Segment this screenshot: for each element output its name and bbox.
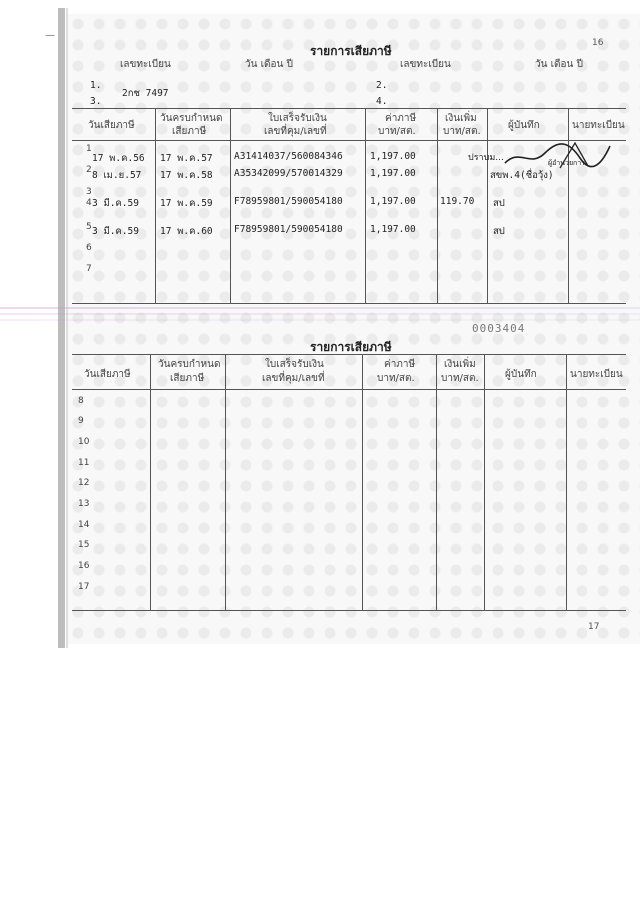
entry-4-label: 4.: [376, 96, 388, 107]
t1-row-tax-date: 3 มี.ค.59: [92, 226, 139, 237]
t1-row-recorder: สป: [493, 226, 505, 237]
t1-row-number: 5: [86, 222, 92, 232]
t1-header-registrar: นายทะเบียน: [572, 120, 625, 131]
t1-row-receipt: F78959801/590054180: [234, 196, 343, 207]
section1-title: รายการเสียภาษี: [310, 44, 392, 58]
table2-col-line: [566, 354, 567, 610]
table1-col-line: [365, 108, 366, 303]
t1-row-receipt: A35342099/570014329: [234, 168, 343, 179]
entry-1-label: 1.: [90, 80, 102, 91]
t2-row-number: 8: [78, 396, 84, 406]
t1-header-tax-date: วันเสียภาษี: [88, 120, 135, 131]
t2-row-number: 13: [78, 499, 90, 509]
t2-header-tax-line2: บาท/สต.: [377, 373, 415, 384]
table2-header-border: [72, 389, 626, 390]
entry-1-plate: 2กช 7497: [122, 88, 169, 99]
t2-header-registrar: นายทะเบียน: [570, 369, 623, 380]
t1-header-extra-line2: บาท/สต.: [443, 126, 481, 137]
table2-bottom-border: [72, 610, 626, 611]
table2-col-line: [150, 354, 151, 610]
table1-col-line: [487, 108, 488, 303]
t1-header-extra-line1: เงินเพิ่ม: [445, 113, 477, 124]
reg-header-left: เลขทะเบียน: [120, 59, 171, 70]
t2-header-due-line2: เสียภาษี: [170, 373, 205, 384]
t1-row-tax: 1,197.00: [370, 151, 416, 162]
t2-row-number: 11: [78, 458, 90, 468]
table1-bottom-border: [72, 303, 626, 304]
page-number-bottom: 17: [588, 622, 600, 632]
t1-row-receipt: F78959801/590054180: [234, 224, 343, 235]
t1-row-recorder: สป: [493, 198, 505, 209]
t1-row-tax-date: 8 เม.ย.57: [92, 170, 142, 181]
section2-title: รายการเสียภาษี: [310, 340, 392, 354]
t2-row-number: 9: [78, 416, 84, 426]
t2-header-receipt-line1: ใบเสร็จรับเงิน: [265, 359, 324, 370]
scan-smudge: [0, 307, 640, 309]
margin-mark: —: [45, 30, 55, 41]
signature-icon: [500, 138, 620, 178]
t2-header-tax-date: วันเสียภาษี: [84, 369, 131, 380]
t2-header-recorder: ผู้บันทึก: [505, 369, 537, 380]
scan-smudge: [0, 313, 640, 315]
t1-row-number: 7: [86, 264, 92, 274]
t1-header-recorder: ผู้บันทึก: [508, 120, 540, 131]
t1-row-extra: 119.70: [440, 196, 475, 207]
page-binding-edge: [58, 8, 65, 648]
t1-row-tax: 1,197.00: [370, 224, 416, 235]
t2-row-number: 10: [78, 437, 90, 447]
table1-col-line: [230, 108, 231, 303]
t1-row-receipt: A31414037/560084346: [234, 151, 343, 162]
t2-row-number: 16: [78, 561, 90, 571]
t1-header-tax-line1: ค่าภาษี: [385, 113, 417, 124]
serial-fragment: 0003404: [472, 322, 526, 335]
table2-col-line: [225, 354, 226, 610]
t1-row-tax: 1,197.00: [370, 168, 416, 179]
t2-header-receipt-line2: เลขที่คุม/เลขที่: [262, 373, 325, 384]
t1-row-number: 6: [86, 243, 92, 253]
stamp-subtext: ผู้อำนวยการ: [548, 159, 585, 167]
stamp-text: ปราบม...: [468, 153, 504, 163]
t2-row-number: 14: [78, 520, 90, 530]
reg-header-right: เลขทะเบียน: [400, 59, 451, 70]
t2-row-number: 17: [78, 582, 90, 592]
t1-header-tax-line2: บาท/สต.: [378, 126, 416, 137]
table1-col-line: [155, 108, 156, 303]
t1-header-receipt-line2: เลขที่คุม/เลขที่: [264, 126, 327, 137]
t1-row-tax: 1,197.00: [370, 196, 416, 207]
t1-row-tax-date: 17 พ.ค.56: [92, 153, 145, 164]
scan-smudge: [0, 319, 640, 321]
table2-top-border: [72, 354, 626, 355]
date-header-right: วัน เดือน ปี: [535, 59, 583, 70]
t1-row-tax-date: 3 มี.ค.59: [92, 198, 139, 209]
t1-header-due-line2: เสียภาษี: [172, 126, 207, 137]
t1-row-number: 2: [86, 165, 92, 175]
t2-header-tax-line1: ค่าภาษี: [384, 359, 416, 370]
table1-col-line: [437, 108, 438, 303]
t1-header-receipt-line1: ใบเสร็จรับเงิน: [268, 113, 327, 124]
t1-row-due-date: 17 พ.ค.60: [160, 226, 213, 237]
t2-header-due-line1: วันครบกำหนด: [158, 359, 221, 370]
table2-col-line: [362, 354, 363, 610]
t1-row-due-date: 17 พ.ค.57: [160, 153, 213, 164]
t1-row-recorder: สขพ.4(ชื่อวุ้ง): [490, 170, 554, 181]
entry-3-label: 3.: [90, 96, 102, 107]
t1-header-due-line1: วันครบกำหนด: [160, 113, 223, 124]
table2-col-line: [484, 354, 485, 610]
date-header-left: วัน เดือน ปี: [245, 59, 293, 70]
t1-row-due-date: 17 พ.ค.59: [160, 198, 213, 209]
table2-col-line: [436, 354, 437, 610]
page-number-top: 16: [592, 38, 604, 48]
t1-row-number: 3 4: [86, 187, 92, 208]
t1-row-number: 1: [86, 144, 92, 154]
t2-header-extra-line2: บาท/สต.: [441, 373, 479, 384]
t2-row-number: 12: [78, 478, 90, 488]
entry-2-label: 2.: [376, 80, 388, 91]
t1-row-due-date: 17 พ.ค.58: [160, 170, 213, 181]
t2-header-extra-line1: เงินเพิ่ม: [444, 359, 476, 370]
t2-row-number: 15: [78, 540, 90, 550]
